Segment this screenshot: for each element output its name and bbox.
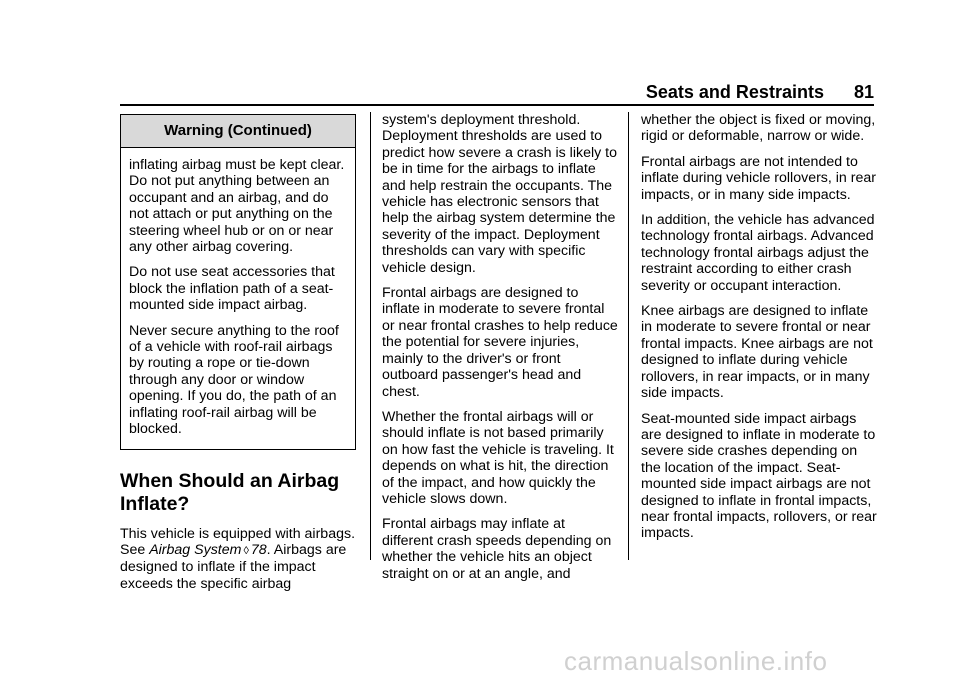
body-paragraph: whether the object is fixed or moving, rigid or deformable, narrow or wide. xyxy=(641,112,876,145)
column-3 xyxy=(641,112,877,551)
body-paragraph: system's deployment threshold. Deployment thresholds are used to predict how severe a crash is likely to be in time for the airbags to inflate and help restrain the occupants. The vehicle has electronic sensors that help the airbag system determine the severity of the impact. Deployment thresholds can vary with specific vehicle design. xyxy=(382,112,617,276)
body-paragraph: Seat-mounted side impact airbags are designed to inflate in moderate to severe side crashes depending on the location of the impact. Seat-mounted side impact airbags are not designed to inflate in frontal impacts, near frontal impacts, rollovers, or rear impacts. xyxy=(641,410,877,542)
page-reference-icon: ◊ xyxy=(243,544,249,557)
column-divider xyxy=(370,112,371,560)
intro-paragraph xyxy=(120,526,356,593)
header-rule xyxy=(120,104,874,106)
page-number: 81 xyxy=(853,82,874,102)
section-title: Seats and Restraints xyxy=(645,82,824,102)
warning-title: Warning (Continued) xyxy=(121,115,355,148)
section-heading: When Should an Airbag Inflate? xyxy=(120,469,340,515)
body-paragraph: Knee airbags are designed to inflate in moderate to severe frontal or near frontal impacts. Knee airbags are not designed to inflate during vehicle rollovers, in rear impacts, or in many side impacts. xyxy=(641,303,873,402)
column-2 xyxy=(382,112,618,591)
warning-paragraph: Do not use seat accessories that block the inflation path of a seat-mounted side impact airbag. xyxy=(129,264,335,314)
page-header xyxy=(620,82,874,103)
body-paragraph: Frontal airbags are not intended to inflate during vehicle rollovers, in rear impacts, or in many side impacts. xyxy=(641,153,876,203)
column-divider xyxy=(628,112,629,560)
airbag-system-link[interactable]: Airbag System xyxy=(149,541,242,558)
intro-text-after: . Airbags are designed to inflate if the impact exceeds the specific airbag xyxy=(120,541,347,592)
body-paragraph: Frontal airbags are designed to inflate in moderate to severe frontal or near frontal crashes to help reduce the potential for severe injuries, mainly to the driver's or front outboard passenger's head and chest. xyxy=(382,285,618,400)
reference-page[interactable]: 78 xyxy=(250,541,267,558)
warning-paragraph: Never secure anything to the roof of a vehicle with roof-rail airbags by routing a rope or tie-down through any door or window opening. If you do, the path of an inflating roof-rail airbag will be blocked. xyxy=(129,322,339,438)
warning-body xyxy=(121,148,355,449)
watermark: carmanualsonline.info xyxy=(564,646,828,676)
warning-box xyxy=(120,114,356,450)
body-paragraph: Whether the frontal airbags will or should inflate is not based primarily on how fast the vehicle is traveling. It depends on what is hit, the direction of the impact, and how quickly the vehicle slows down. xyxy=(382,408,614,507)
warning-paragraph: inflating airbag must be kept clear. Do not put anything between an occupant and an airbag, and do not attach or put anything on the steering wheel hub or on or near any other airbag covering. xyxy=(129,157,345,256)
body-paragraph: In addition, the vehicle has advanced technology frontal airbags. Advanced technology frontal airbags adjust the restraint according to either crash severity or occupant interaction. xyxy=(641,212,875,294)
intro-text-before: This vehicle is equipped with airbags. See xyxy=(120,525,356,558)
column-1 xyxy=(120,114,356,601)
body-paragraph: Frontal airbags may inflate at different crash speeds depending on whether the vehicle hits an object straight on or at an angle, and xyxy=(382,516,612,582)
